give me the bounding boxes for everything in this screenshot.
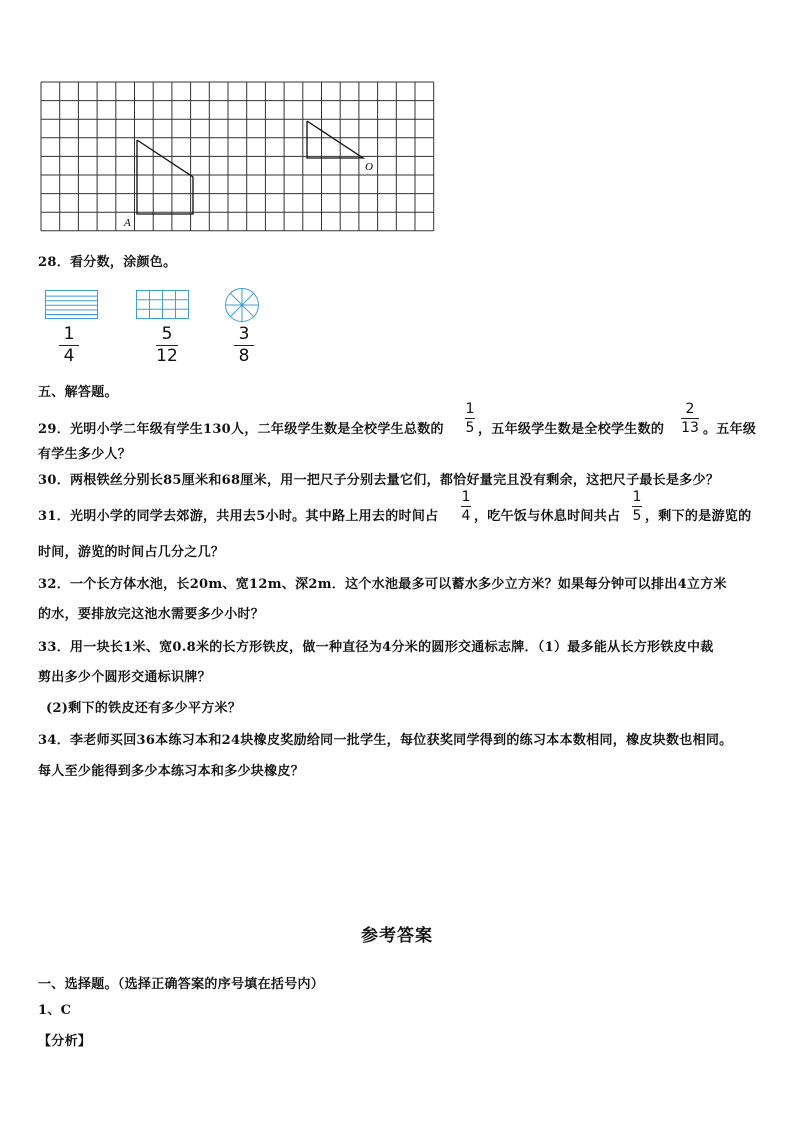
grid-lines	[41, 82, 434, 231]
shape-a-polygon	[137, 140, 193, 214]
section-5-heading: 五、解答题。	[38, 385, 118, 400]
answers-section-1: 一、选择题。（选择正确答案的序号填在括号内）	[38, 977, 325, 992]
question-33-line3: (2)剩下的铁皮还有多少平方米？	[46, 701, 242, 716]
fraction-three-eighths	[234, 326, 254, 365]
grid-figure	[40, 80, 440, 232]
question-33-line1: 33．用一块长1米、宽0.8米的长方形铁皮，做一种直径为4分米的圆形交通标志牌．（1）最多能从长方形铁皮中裁	[38, 640, 714, 655]
q31-fraction-2	[632, 490, 642, 523]
question-31-part2: ，吃午饭与休息时间共占	[474, 509, 621, 524]
denominator: 4	[63, 346, 75, 366]
question-29-line1	[38, 418, 444, 437]
numerator: 1	[465, 401, 475, 417]
point-a-label: A	[124, 217, 131, 229]
q31-fraction-1	[461, 490, 471, 523]
numerator: 3	[238, 324, 250, 344]
analysis-label: 【分析】	[38, 1034, 92, 1049]
question-31-part1: 31．光明小学的同学去郊游，共用去5小时。其中路上用去的时间占	[38, 509, 439, 524]
question-29-part1: 29．光明小学二年级有学生130人，二年级学生数是全校学生总数的	[38, 422, 444, 437]
question-30: 30．两根铁丝分别长85厘米和68厘米，用一把尺子分别去量它们，都恰好量完且没有剩余，这把尺子最长是多少？	[38, 473, 720, 488]
question-32-line1: 32．一个长方体水池，长20m、宽12m、深2m．这个水池最多可以蓄水多少立方米？如果每分钟可以排出4立方米	[38, 577, 727, 592]
denominator: 13	[681, 420, 699, 436]
denominator: 5	[632, 508, 642, 524]
denominator: 4	[461, 508, 471, 524]
striped-rectangle	[45, 290, 99, 320]
question-34-line1: 34．李老师买回36本练习本和24块橡皮奖励给同一批学生，每位获奖同学得到的练习本本数相同，橡皮块数也相同。	[38, 733, 733, 748]
answer-1: 1、C	[38, 1003, 72, 1018]
fraction-one-quarter	[59, 326, 79, 365]
question-29-part2: ，五年级学生数是全校学生数的	[478, 422, 665, 437]
numerator: 1	[63, 324, 75, 344]
point-o-label: O	[365, 161, 373, 173]
question-34-line2: 每人至少能得到多少本练习本和多少块橡皮？	[38, 764, 305, 779]
q29-fraction-2	[681, 402, 699, 435]
denominator: 12	[156, 346, 178, 366]
numerator: 1	[632, 489, 642, 505]
question-29-part3: 。五年级	[703, 422, 757, 437]
answers-title: 参考答案	[361, 926, 433, 946]
question-28: 28．看分数，涂颜色。	[38, 255, 177, 270]
denominator: 8	[238, 346, 250, 366]
question-31-line2: 时间，游览的时间占几分之几？	[38, 545, 225, 560]
numerator: 1	[461, 489, 471, 505]
shape-o-triangle	[307, 121, 363, 158]
numerator: 2	[685, 401, 695, 417]
numerator: 5	[161, 324, 173, 344]
question-31-part3: ，剩下的是游览的	[645, 509, 752, 524]
question-32-line2: 的水，要排放完这池水需要多少小时？	[38, 607, 265, 622]
denominator: 5	[465, 420, 475, 436]
divided-circle	[224, 287, 260, 323]
fraction-five-twelfths	[156, 326, 178, 365]
question-29-line2: 有学生多少人？	[38, 447, 132, 462]
question-33-line2: 剪出多少个圆形交通标识牌？	[38, 670, 211, 685]
q29-fraction-1	[465, 402, 475, 435]
grid-rectangle	[136, 290, 190, 320]
